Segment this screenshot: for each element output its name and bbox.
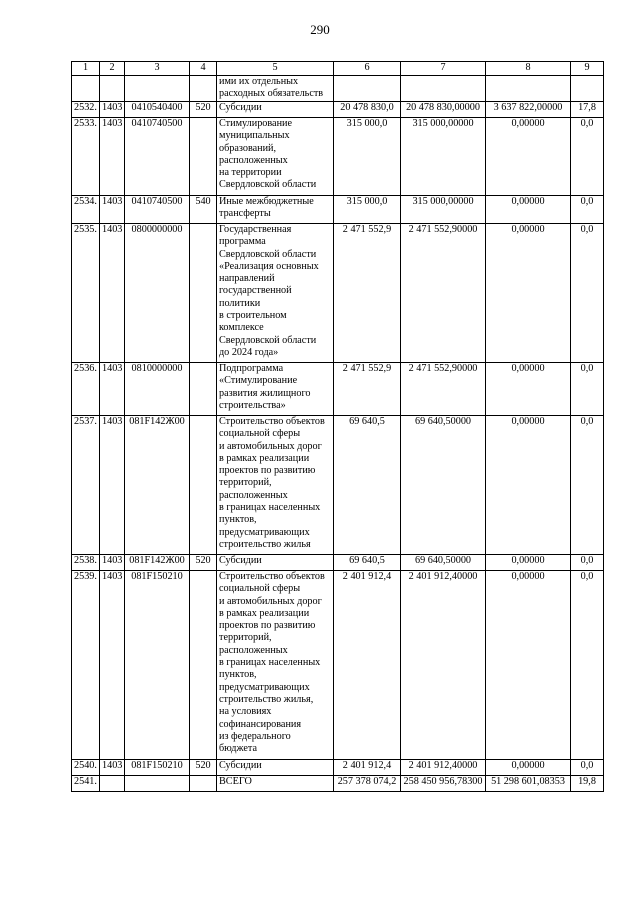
expense-type xyxy=(190,76,217,102)
item-name: Строительство объектов социальной сферы и автомобильных дорог в рамках реализации проектов по развитию территорий, расположенных в границах населенных пунктов, предусматривающих строительство жилья xyxy=(217,416,334,555)
percent: 19,8 xyxy=(571,776,604,792)
row-number: 2534. xyxy=(72,196,100,224)
table-row xyxy=(72,76,604,102)
expense-type: 520 xyxy=(190,102,217,118)
section-code: 1403 xyxy=(100,102,125,118)
expense-type xyxy=(190,776,217,792)
amount-exact: 2 401 912,40000 xyxy=(401,571,486,760)
table-row xyxy=(72,102,604,118)
target-code: 0410740500 xyxy=(125,196,190,224)
executed: 0,00000 xyxy=(486,363,571,416)
target-code: 081F142Ж00 xyxy=(125,416,190,555)
expense-type: 520 xyxy=(190,760,217,776)
row-number: 2535. xyxy=(72,224,100,363)
column-number: 3 xyxy=(125,62,190,76)
table-row xyxy=(72,224,604,363)
expense-type xyxy=(190,118,217,196)
executed: 0,00000 xyxy=(486,571,571,760)
executed: 0,00000 xyxy=(486,118,571,196)
target-code xyxy=(125,76,190,102)
amount: 69 640,5 xyxy=(334,416,401,555)
column-number: 5 xyxy=(217,62,334,76)
item-name: Субсидии xyxy=(217,760,334,776)
column-number-row xyxy=(72,62,604,76)
table-row xyxy=(72,118,604,196)
row-number: 2540. xyxy=(72,760,100,776)
item-name: Подпрограмма «Стимулирование развития жилищного строительства» xyxy=(217,363,334,416)
row-number: 2539. xyxy=(72,571,100,760)
target-code xyxy=(125,776,190,792)
section-code: 1403 xyxy=(100,224,125,363)
percent: 17,8 xyxy=(571,102,604,118)
target-code: 0410740500 xyxy=(125,118,190,196)
table-row xyxy=(72,416,604,555)
executed: 0,00000 xyxy=(486,760,571,776)
executed xyxy=(486,76,571,102)
expense-type xyxy=(190,571,217,760)
executed: 0,00000 xyxy=(486,196,571,224)
amount-exact: 258 450 956,78300 xyxy=(401,776,486,792)
row-number xyxy=(72,76,100,102)
item-name: ВСЕГО xyxy=(217,776,334,792)
item-name: Государственная программа Свердловской области «Реализация основных направлений государственной политики в строительном комплексе Свердловской области до 2024 года» xyxy=(217,224,334,363)
target-code: 081F142Ж00 xyxy=(125,555,190,571)
amount: 315 000,0 xyxy=(334,196,401,224)
column-number: 1 xyxy=(72,62,100,76)
executed: 0,00000 xyxy=(486,224,571,363)
column-number: 8 xyxy=(486,62,571,76)
percent: 0,0 xyxy=(571,555,604,571)
amount: 257 378 074,2 xyxy=(334,776,401,792)
column-number: 6 xyxy=(334,62,401,76)
amount-exact: 69 640,50000 xyxy=(401,555,486,571)
budget-table xyxy=(71,61,604,792)
target-code: 0800000000 xyxy=(125,224,190,363)
percent: 0,0 xyxy=(571,118,604,196)
target-code: 0810000000 xyxy=(125,363,190,416)
table-row xyxy=(72,363,604,416)
executed: 51 298 601,08353 xyxy=(486,776,571,792)
row-number: 2537. xyxy=(72,416,100,555)
target-code: 081F150210 xyxy=(125,760,190,776)
percent: 0,0 xyxy=(571,760,604,776)
amount-exact: 69 640,50000 xyxy=(401,416,486,555)
expense-type xyxy=(190,224,217,363)
amount: 69 640,5 xyxy=(334,555,401,571)
item-name: Иные межбюджетные трансферты xyxy=(217,196,334,224)
executed: 3 637 822,00000 xyxy=(486,102,571,118)
row-number: 2532. xyxy=(72,102,100,118)
row-number: 2533. xyxy=(72,118,100,196)
item-name: Субсидии xyxy=(217,555,334,571)
amount-exact: 20 478 830,00000 xyxy=(401,102,486,118)
column-number: 7 xyxy=(401,62,486,76)
executed: 0,00000 xyxy=(486,416,571,555)
amount-exact: 2 471 552,90000 xyxy=(401,363,486,416)
amount: 20 478 830,0 xyxy=(334,102,401,118)
amount: 2 401 912,4 xyxy=(334,571,401,760)
section-code: 1403 xyxy=(100,363,125,416)
row-number: 2538. xyxy=(72,555,100,571)
percent: 0,0 xyxy=(571,224,604,363)
table-row xyxy=(72,760,604,776)
table-row xyxy=(72,555,604,571)
expense-type xyxy=(190,363,217,416)
section-code: 1403 xyxy=(100,571,125,760)
amount-exact xyxy=(401,76,486,102)
target-code: 081F150210 xyxy=(125,571,190,760)
section-code: 1403 xyxy=(100,118,125,196)
section-code: 1403 xyxy=(100,760,125,776)
expense-type: 540 xyxy=(190,196,217,224)
amount-exact: 315 000,00000 xyxy=(401,118,486,196)
percent xyxy=(571,76,604,102)
table-row xyxy=(72,571,604,760)
section-code: 1403 xyxy=(100,555,125,571)
item-name: ими их отдельных расходных обязательств xyxy=(217,76,334,102)
amount-exact: 315 000,00000 xyxy=(401,196,486,224)
page-number: 290 xyxy=(310,22,330,37)
row-number: 2536. xyxy=(72,363,100,416)
section-code xyxy=(100,76,125,102)
column-number: 4 xyxy=(190,62,217,76)
amount-exact: 2 401 912,40000 xyxy=(401,760,486,776)
column-number: 9 xyxy=(571,62,604,76)
executed: 0,00000 xyxy=(486,555,571,571)
item-name: Стимулирование муниципальных образований, расположенных на территории Свердловской области xyxy=(217,118,334,196)
item-name: Субсидии xyxy=(217,102,334,118)
amount-exact: 2 471 552,90000 xyxy=(401,224,486,363)
percent: 0,0 xyxy=(571,363,604,416)
row-number: 2541. xyxy=(72,776,100,792)
percent: 0,0 xyxy=(571,416,604,555)
amount: 2 401 912,4 xyxy=(334,760,401,776)
table-row xyxy=(72,196,604,224)
amount: 2 471 552,9 xyxy=(334,363,401,416)
amount xyxy=(334,76,401,102)
item-name: Строительство объектов социальной сферы и автомобильных дорог в рамках реализации проектов по развитию территорий, расположенных в границах населенных пунктов, предусматривающих строительство жилья, на условиях софинансирования из федерального бюджета xyxy=(217,571,334,760)
section-code: 1403 xyxy=(100,416,125,555)
target-code: 0410540400 xyxy=(125,102,190,118)
amount: 315 000,0 xyxy=(334,118,401,196)
expense-type: 520 xyxy=(190,555,217,571)
section-code xyxy=(100,776,125,792)
column-number: 2 xyxy=(100,62,125,76)
amount: 2 471 552,9 xyxy=(334,224,401,363)
total-row xyxy=(72,776,604,792)
section-code: 1403 xyxy=(100,196,125,224)
expense-type xyxy=(190,416,217,555)
percent: 0,0 xyxy=(571,196,604,224)
percent: 0,0 xyxy=(571,571,604,760)
